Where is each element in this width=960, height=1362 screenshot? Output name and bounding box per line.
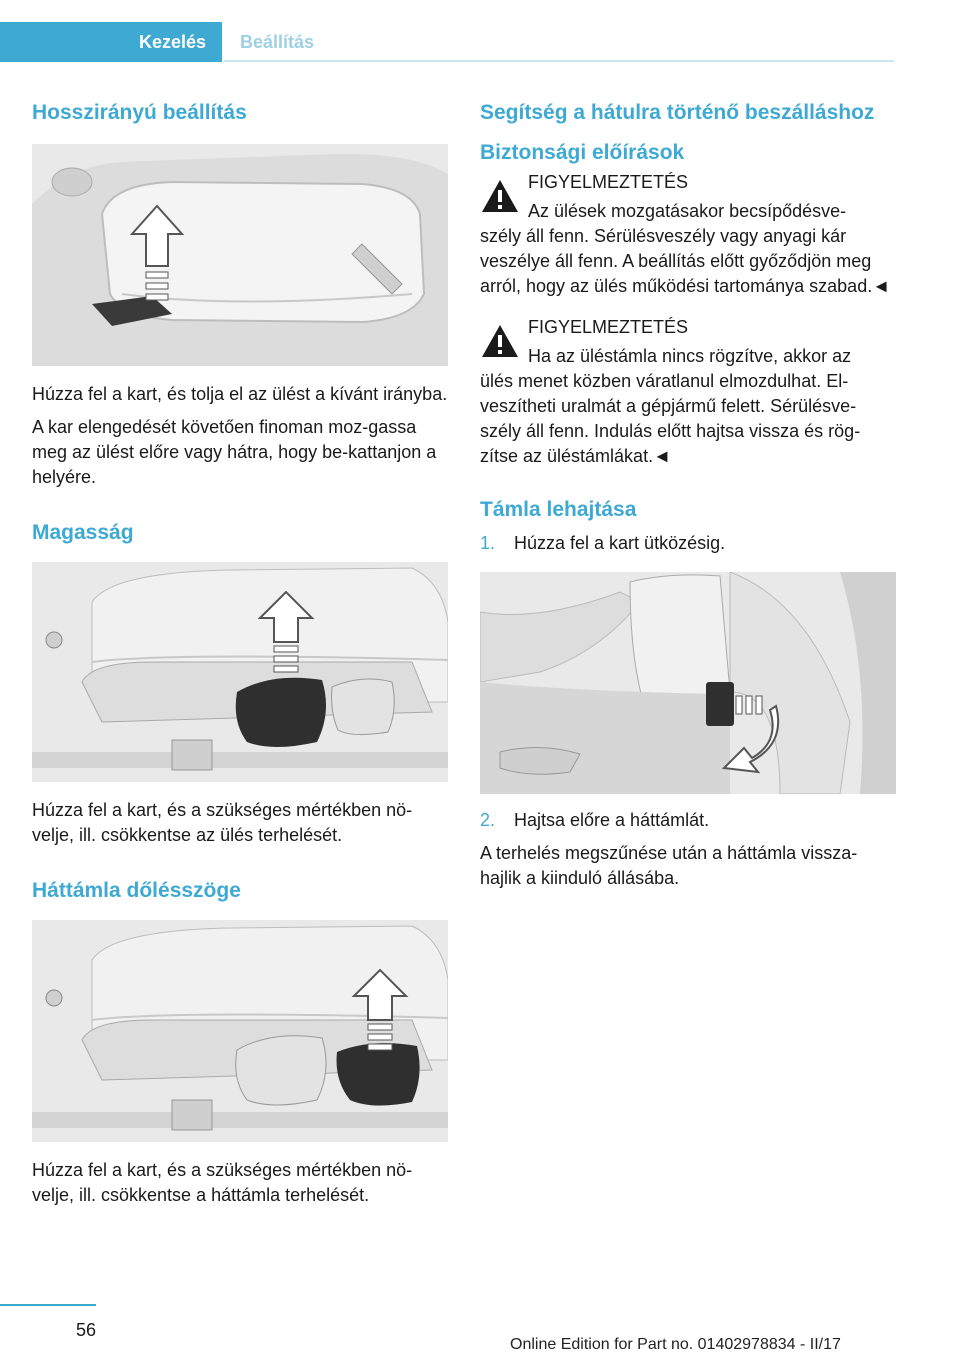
paragraph-closing: A terhelés megszűnése után a háttámla vissza-hajlik a kiinduló állásába. xyxy=(480,843,858,888)
section-title-backrest: Háttámla dőlésszöge xyxy=(32,879,241,902)
section-tabbar xyxy=(0,22,894,62)
step-2-text: Hajtsa előre a háttámlát. xyxy=(514,810,710,830)
step-1-number: 1. xyxy=(480,533,496,553)
warning-block-2 xyxy=(480,315,896,469)
warning-text-2-first: Ha az üléstámla nincs rögzítve, akkor az xyxy=(528,346,852,366)
step-2-number: 2. xyxy=(480,810,496,830)
paragraph-longitudinal-2: A kar elengedését követően finoman moz-gassa meg az ülést előre vagy hátra, hogy be-kattanjon a helyére. xyxy=(32,417,437,487)
step-1 xyxy=(480,531,896,556)
section-title-longitudinal: Hosszirányú beállítás xyxy=(32,101,247,124)
tab-kezeles[interactable]: Kezelés xyxy=(0,22,222,62)
warning-triangle-icon xyxy=(480,176,520,216)
seat-longitudinal-illustration xyxy=(32,144,448,366)
warning-text-1-first: Az ülések mozgatásakor becsípődésve- xyxy=(528,201,847,221)
section-title-safety: Biztonsági előírások xyxy=(480,141,685,164)
tab-beallitas[interactable]: Beállítás xyxy=(240,31,315,52)
footer-divider xyxy=(0,1304,96,1306)
edition-label: Online Edition for Part no. 01402978834 - II/17 xyxy=(510,1336,841,1353)
step-2 xyxy=(480,808,896,833)
paragraph-height-1: Húzza fel a kart, és a szükséges mértékben nö-velje, ill. csökkentse az ülés terhelését. xyxy=(32,800,413,845)
page-number: 56 xyxy=(75,1320,96,1340)
warning-label-1: FIGYELMEZTETÉS xyxy=(528,172,689,192)
backrest-release-illustration xyxy=(480,572,896,794)
section-title-height: Magasság xyxy=(32,521,134,544)
seat-backrest-illustration xyxy=(32,920,448,1142)
right-column xyxy=(480,100,896,891)
section-title-fold-backrest: Támla lehajtása xyxy=(480,498,637,521)
warning-text-2-rest: ülés menet közben váratlanul elmozdulhat. El-veszítheti uralmát a gépjármű felett. Sérülésve-szély áll fenn. Indulás előtt hajtsa vissza és rög-zítse az üléstámlákat.◄ xyxy=(480,371,861,466)
header-divider xyxy=(224,60,894,62)
warning-text-1-rest: szély áll fenn. Sérülésveszély vagy anyagi kár veszélye áll fenn. A beállítás előtt győződjön meg arról, hogy az ülés működési tartománya szabad.◄ xyxy=(480,226,891,296)
step-1-text: Húzza fel a kart ütközésig. xyxy=(514,533,726,553)
section-title-rear-entry: Segítség a hátulra történő beszálláshoz xyxy=(480,101,875,124)
warning-block-1 xyxy=(480,170,896,299)
left-column xyxy=(32,100,448,1208)
warning-triangle-icon xyxy=(480,321,520,361)
seat-height-illustration xyxy=(32,562,448,782)
paragraph-backrest-1: Húzza fel a kart, és a szükséges mértékben nö-velje, ill. csökkentse a háttámla terhelését. xyxy=(32,1160,413,1205)
warning-label-2: FIGYELMEZTETÉS xyxy=(528,317,689,337)
paragraph-longitudinal-1: Húzza fel a kart, és tolja el az ülést a kívánt irányba. xyxy=(32,384,448,404)
